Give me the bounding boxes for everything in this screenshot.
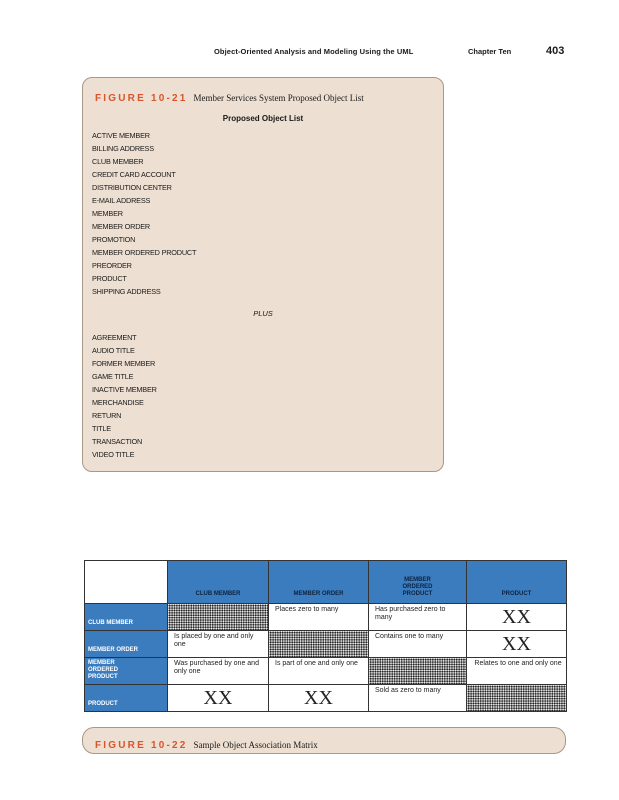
- figure-10-22-heading: [95, 735, 318, 753]
- list-item: TRANSACTION: [92, 437, 143, 446]
- list-item: MERCHANDISE: [92, 398, 144, 407]
- list-item: AGREEMENT: [92, 333, 137, 342]
- list-item: MEMBER: [92, 209, 123, 218]
- list-item: CREDIT CARD ACCOUNT: [92, 170, 176, 179]
- table-row: [85, 685, 567, 712]
- column-header: PRODUCT: [467, 561, 567, 604]
- matrix-cell-xx: XX: [467, 604, 567, 631]
- table-row: [85, 604, 567, 631]
- figure-10-22-panel: [82, 727, 566, 754]
- list-item: RETURN: [92, 411, 122, 420]
- matrix-cell: Has purchased zero to many: [369, 604, 467, 631]
- plus-label: PLUS: [253, 309, 273, 318]
- matrix-cell: Contains one to many: [369, 631, 467, 658]
- matrix-cell: Was purchased by one and only one: [168, 658, 269, 685]
- matrix-cell-self: [168, 604, 269, 631]
- column-header: MEMBER ORDERED PRODUCT: [369, 561, 467, 604]
- list-title: Proposed Object List: [222, 114, 304, 123]
- matrix-cell: Is part of one and only one: [269, 658, 369, 685]
- matrix-cell: Sold as zero to many: [369, 685, 467, 712]
- page-number: 403: [546, 45, 565, 57]
- list-item: PROMOTION: [92, 235, 136, 244]
- list-item: INACTIVE MEMBER: [92, 385, 157, 394]
- chapter-number: Chapter Ten: [468, 47, 512, 56]
- row-header: MEMBER ORDERED PRODUCT: [85, 658, 168, 685]
- matrix-cell-xx: XX: [269, 685, 369, 712]
- column-header: CLUB MEMBER: [168, 561, 269, 604]
- matrix-cell-self: [369, 658, 467, 685]
- association-matrix: [84, 560, 567, 712]
- table-row: [85, 658, 567, 685]
- proposed-object-list: [92, 129, 196, 298]
- running-header: [0, 47, 619, 61]
- list-item: CLUB MEMBER: [92, 157, 144, 166]
- row-header: MEMBER ORDER: [85, 631, 168, 658]
- matrix-cell-xx: XX: [168, 685, 269, 712]
- row-header: CLUB MEMBER: [85, 604, 168, 631]
- matrix-cell: Relates to one and only one: [467, 658, 567, 685]
- figure-10-21-panel: [82, 77, 444, 472]
- table-row: [85, 631, 567, 658]
- list-item: AUDIO TITLE: [92, 346, 135, 355]
- list-item: GAME TITLE: [92, 372, 134, 381]
- list-item: PREORDER: [92, 261, 132, 270]
- list-item: ACTIVE MEMBER: [92, 131, 150, 140]
- column-header: MEMBER ORDER: [269, 561, 369, 604]
- matrix-cell-self: [467, 685, 567, 712]
- additional-object-list: [92, 331, 157, 461]
- list-item: PRODUCT: [92, 274, 127, 283]
- chapter-title: Object-Oriented Analysis and Modeling Using the UML: [214, 47, 414, 56]
- matrix-corner-cell: [85, 561, 168, 604]
- figure-label: FIGURE 10-21: [95, 93, 188, 104]
- list-item: BILLING ADDRESS: [92, 144, 154, 153]
- list-item: SHIPPING ADDRESS: [92, 287, 161, 296]
- figure-caption: Sample Object Association Matrix: [193, 740, 318, 750]
- list-item: E-MAIL ADDRESS: [92, 196, 151, 205]
- list-item: TITLE: [92, 424, 111, 433]
- matrix-header-row: [85, 561, 567, 604]
- figure-caption: Member Services System Proposed Object List: [193, 93, 364, 103]
- figure-10-21-heading: [95, 88, 364, 106]
- list-item: MEMBER ORDERED PRODUCT: [92, 248, 197, 257]
- list-item: DISTRIBUTION CENTER: [92, 183, 172, 192]
- list-item: FORMER MEMBER: [92, 359, 156, 368]
- list-item: VIDEO TITLE: [92, 450, 135, 459]
- row-header: PRODUCT: [85, 685, 168, 712]
- figure-label: FIGURE 10-22: [95, 740, 188, 751]
- matrix-cell-self: [269, 631, 369, 658]
- list-item: MEMBER ORDER: [92, 222, 151, 231]
- matrix-cell: Places zero to many: [269, 604, 369, 631]
- matrix-cell: Is placed by one and only one: [168, 631, 269, 658]
- matrix-cell-xx: XX: [467, 631, 567, 658]
